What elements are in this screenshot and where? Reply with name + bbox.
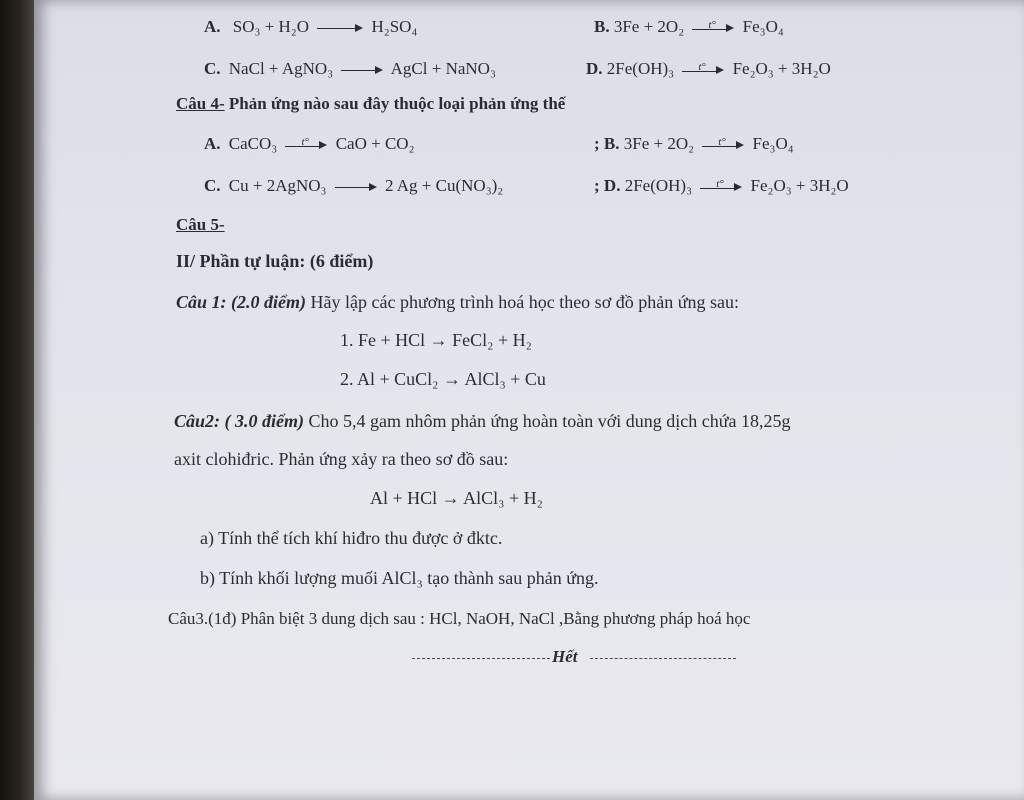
c2-part-b: b) Tính khối lượng muối AlCl₃ tạo thành sau phản ứng. xyxy=(200,568,599,588)
q5-heading: Câu 5- xyxy=(176,215,225,234)
c2-text-line-2: axit clohiđric. Phản ứng xảy ra theo sơ đồ sau: xyxy=(174,449,509,469)
c2-part-a: a) Tính thể tích khí hiđro thu được ở đktc. xyxy=(200,528,503,548)
end-marker: Hết xyxy=(552,647,578,666)
part2-title: II/ Phần tự luận: (6 điểm) xyxy=(176,251,374,271)
c3-question: Câu3.(1đ) Phân biệt 3 dung dịch sau : HCl, NaOH, NaCl ,Bằng phương pháp hoá học xyxy=(168,609,751,628)
heat-arrow-icon: t° xyxy=(692,22,734,34)
c2-equation: Al + HCl → AlCl₃ + H₂ xyxy=(370,488,543,508)
c1-equation-2: 2. Al + CuCl₂ → AlCl₃ + Cu xyxy=(340,369,546,389)
q4-option-a: A. CaCO₃ t° CaO + CO₂ xyxy=(204,134,415,153)
c2-heading: Câu2: ( 3.0 điểm) Cho 5,4 gam nhôm phản ứng hoàn toàn với dung dịch chứa 18,25g xyxy=(174,411,791,431)
reaction-arrow-icon xyxy=(335,181,377,193)
q3-option-c: C. NaCl + AgNO₃ AgCl + NaNO₃ xyxy=(204,59,496,78)
reaction-arrow-icon xyxy=(341,64,383,76)
q4-option-d: ; D. 2Fe(OH)₃ t° Fe₂O₃ + 3H₂O xyxy=(594,176,849,195)
c1-equation-1: 1. Fe + HCl → FeCl₂ + H₂ xyxy=(340,330,532,350)
q3-option-b: B. 3Fe + 2O₂ t° Fe₃O₄ xyxy=(594,17,784,36)
end-divider-left xyxy=(412,658,550,659)
q3-option-a: A. SO₃ + H₂O H₂SO₄ xyxy=(204,17,418,36)
q4-option-c: C. Cu + 2AgNO₃ 2 Ag + Cu(NO₃)₂ xyxy=(204,176,504,195)
q3-option-d: D. 2Fe(OH)₃ t° Fe₂O₃ + 3H₂O xyxy=(586,59,831,78)
q4-heading: Câu 4- Phản ứng nào sau đây thuộc loại phản ứng thế xyxy=(176,94,566,113)
heat-arrow-icon: t° xyxy=(700,181,742,193)
end-divider-right xyxy=(590,658,736,659)
c1-heading: Câu 1: (2.0 điểm) Hãy lập các phương trình hoá học theo sơ đồ phản ứng sau: xyxy=(176,292,739,312)
page-edge-shadow xyxy=(0,0,34,800)
heat-arrow-icon: t° xyxy=(682,64,724,76)
q4-option-b: ; B. 3Fe + 2O₂ t° Fe₃O₄ xyxy=(594,134,794,153)
exam-paper xyxy=(34,0,1024,800)
reaction-arrow-icon xyxy=(317,22,363,34)
heat-arrow-icon: t° xyxy=(702,139,744,151)
heat-arrow-icon: t° xyxy=(285,139,327,151)
